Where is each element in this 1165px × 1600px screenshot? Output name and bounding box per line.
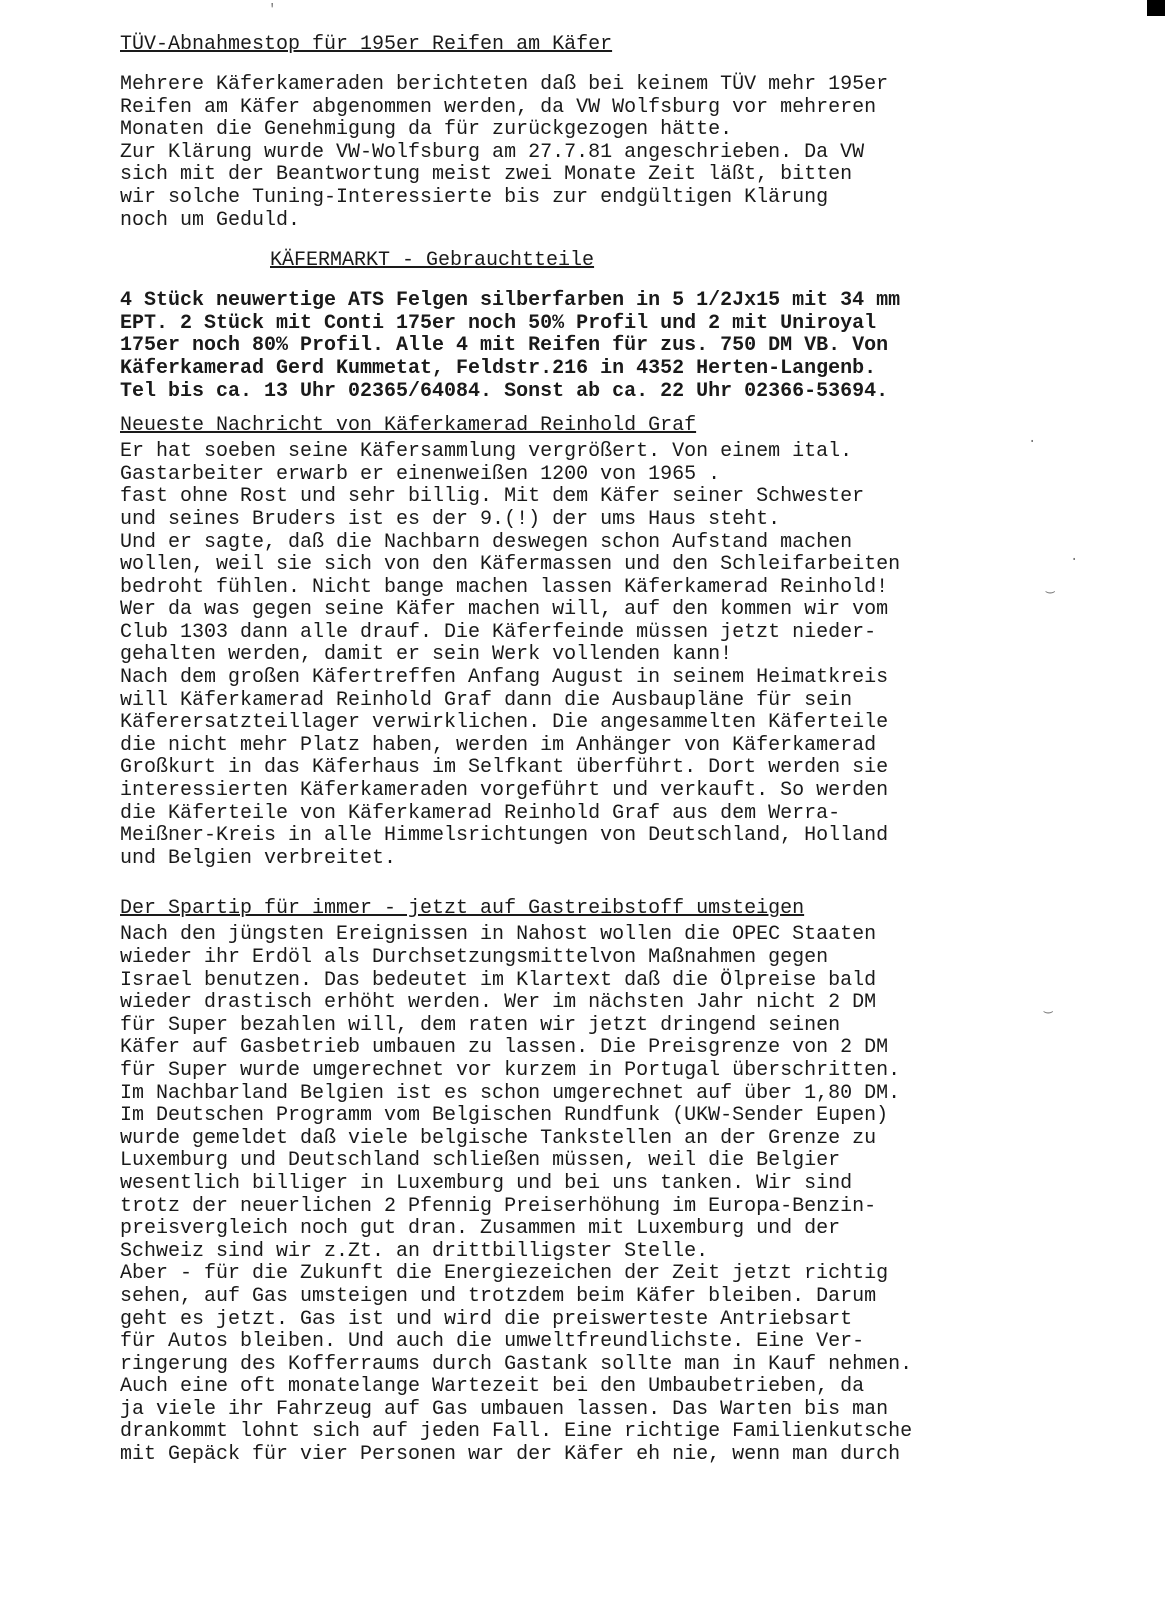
paragraph-line: Nach dem großen Käfertreffen Anfang August in seinem Heimatkreis: [120, 666, 889, 690]
paragraph-line: Meißner-Kreis in alle Himmelsrichtungen von Deutschland, Holland: [120, 824, 889, 848]
paragraph-line: 4 Stück neuwertige ATS Felgen silberfarben in 5 1/2Jx15 mit 34 mm: [120, 289, 901, 313]
paragraph-line: wieder drastisch erhöht werden. Wer im nächsten Jahr nicht 2 DM: [120, 991, 877, 1015]
paragraph-line: trotz der neuerlichen 2 Pfennig Preiserhöhung im Europa-Benzin-: [120, 1194, 877, 1218]
paragraph-line: sehen, auf Gas umsteigen und trotzdem beim Käfer bleiben. Darum: [120, 1284, 877, 1308]
paragraph-line: Auch eine oft monatelange Wartezeit bei den Umbaubetrieben, da: [120, 1375, 865, 1399]
paragraph-line: noch um Geduld.: [120, 208, 301, 232]
section-tuev: [120, 34, 1120, 232]
paragraph-line: Käferersatzteillager verwirklichen. Die angesammelten Käferteile: [120, 711, 889, 735]
paragraph-line: Mehrere Käferkameraden berichteten daß bei keinem TÜV mehr 195er: [120, 73, 889, 96]
paragraph-line: für Super wurde umgerechnet vor kurzem in Portugal überschritten.: [120, 1058, 901, 1082]
paragraph-line: will Käferkamerad Reinhold Graf dann die Ausbaupläne für sein: [120, 688, 853, 712]
paragraph-line: für Super bezahlen will, dem raten wir jetzt dringend seinen: [120, 1013, 841, 1037]
paragraph-line: wieder ihr Erdöl als Durchsetzungsmittelvon Maßnahmen gegen: [120, 946, 829, 969]
scan-speck: ‿: [1046, 579, 1055, 595]
paragraph-line: 175er noch 80% Profil. Alle 4 mit Reifen für zus. 750 DM VB. Von: [120, 334, 889, 358]
paragraph-line: wurde gemeldet daß viele belgische Tankstellen an der Grenze zu: [120, 1126, 877, 1150]
paragraph-line: preisvergleich noch gut dran. Zusammen mit Luxemburg und der: [120, 1217, 841, 1241]
paragraph-line: Israel benutzen. Das bedeutet im Klartext daß die Ölpreise bald: [120, 968, 877, 992]
paragraph-line: Und er sagte, daß die Nachbarn deswegen schon Aufstand machen: [120, 530, 853, 554]
paragraph-line: für Autos bleiben. Und auch die umweltfreundlichste. Eine Ver-: [120, 1330, 865, 1354]
paragraph-line: die nicht mehr Platz haben, werden im Anhänger von Käferkamerad: [120, 733, 877, 757]
paragraph-line: Luxemburg und Deutschland schließen müssen, weil die Belgier: [120, 1149, 841, 1173]
paragraph-line: sich mit der Beantwortung meist zwei Monate Zeit läßt, bitten: [120, 163, 853, 187]
scan-speck: ‿: [1044, 999, 1053, 1015]
paragraph-line: Käfer auf Gasbetrieb umbauen zu lassen. Die Preisgrenze von 2 DM: [120, 1036, 889, 1060]
paragraph-line: und Belgien verbreitet.: [120, 846, 397, 870]
paragraph-line: Im Deutschen Programm vom Belgischen Rundfunk (UKW-Sender Eupen): [120, 1104, 889, 1128]
paragraph-line: geht es jetzt. Gas ist und wird die preiswerteste Antriebsart: [120, 1307, 853, 1331]
section-title: Der Spartip für immer - jetzt auf Gastreibstoff umsteigen: [120, 897, 805, 921]
section-graf: [120, 415, 1120, 870]
scan-speck: ·: [1028, 434, 1037, 450]
paragraph-line: und seines Bruders ist es der 9.(!) der ums Haus steht.: [120, 507, 781, 531]
paragraph-line: wollen, weil sie sich von den Käfermassen und den Schleifarbeiten: [120, 553, 901, 577]
scan-speck: ·: [1070, 552, 1079, 568]
paragraph-line: Reifen am Käfer abgenommen werden, da VW Wolfsburg vor mehreren: [120, 95, 877, 119]
section-title: KÄFERMARKT - Gebrauchtteile: [270, 249, 595, 273]
section-spartip: [120, 898, 1120, 1466]
paragraph-line: Käferkamerad Gerd Kummetat, Feldstr.216 in 4352 Herten-Langenb.: [120, 356, 877, 380]
paragraph-line: interessierten Käferkameraden vorgeführt und verkauft. So werden: [120, 779, 889, 803]
paragraph-line: Monaten die Genehmigung da für zurückgezogen hätte.: [120, 118, 733, 142]
section-title: TÜV-Abnahmestop für 195er Reifen am Käfer: [120, 33, 613, 56]
paragraph-line: Großkurt in das Käferhaus im Selfkant überführt. Dort werden sie: [120, 756, 889, 780]
scan-speck: ': [268, 2, 277, 18]
paragraph-line: Nach den jüngsten Ereignissen in Nahost wollen die OPEC Staaten: [120, 923, 877, 947]
paragraph-line: Im Nachbarland Belgien ist es schon umgerechnet auf über 1,80 DM.: [120, 1081, 901, 1105]
paragraph-line: gehalten werden, damit er sein Werk vollenden kann!: [120, 643, 733, 667]
paragraph-line: Tel bis ca. 13 Uhr 02365/64084. Sonst ab ca. 22 Uhr 02366-53694.: [120, 379, 889, 403]
paragraph-line: die Käferteile von Käferkamerad Reinhold Graf aus dem Werra-: [120, 801, 841, 825]
paragraph-line: wesentlich billiger in Luxemburg und bei uns tanken. Wir sind: [120, 1171, 853, 1195]
paragraph-line: ja viele ihr Fahrzeug auf Gas umbauen lassen. Das Warten bis man: [120, 1397, 889, 1421]
paragraph-line: mit Gepäck für vier Personen war der Käfer eh nie, wenn man durch: [120, 1443, 901, 1467]
paragraph-line: wir solche Tuning-Interessierte bis zur endgültigen Klärung: [120, 185, 829, 209]
paragraph-line: bedroht fühlen. Nicht bange machen lassen Käferkamerad Reinhold!: [120, 575, 889, 599]
section-kaefermarkt: [120, 250, 1120, 403]
paragraph-line: Er hat soeben seine Käfersammlung vergrößert. Von einem ital.: [120, 440, 853, 464]
section-title: Neueste Nachricht von Käferkamerad Reinhold Graf: [120, 414, 697, 438]
paragraph-line: ringerung des Kofferraums durch Gastank sollte man in Kauf nehmen.: [120, 1352, 913, 1376]
paragraph-line: EPT. 2 Stück mit Conti 175er noch 50% Profil und 2 mit Uniroyal: [120, 311, 877, 335]
paragraph-line: Gastarbeiter erwarb er einenweißen 1200 von 1965 .: [120, 462, 721, 486]
paragraph-line: Zur Klärung wurde VW-Wolfsburg am 27.7.81 angeschrieben. Da VW: [120, 140, 865, 164]
paragraph-line: Schweiz sind wir z.Zt. an drittbilligster Stelle.: [120, 1239, 709, 1263]
paragraph-line: fast ohne Rost und sehr billig. Mit dem Käfer seiner Schwester: [120, 485, 865, 509]
scan-corner-mark: [1147, 0, 1165, 16]
paragraph-line: Aber - für die Zukunft die Energiezeichen der Zeit jetzt richtig: [120, 1262, 889, 1286]
newsletter-page: [120, 34, 1120, 1467]
paragraph-line: drankommt lohnt sich auf jeden Fall. Eine richtige Familienkutsche: [120, 1420, 913, 1444]
paragraph-line: Club 1303 dann alle drauf. Die Käferfeinde müssen jetzt nieder-: [120, 620, 877, 644]
paragraph-line: Wer da was gegen seine Käfer machen will, auf den kommen wir vom: [120, 598, 889, 622]
